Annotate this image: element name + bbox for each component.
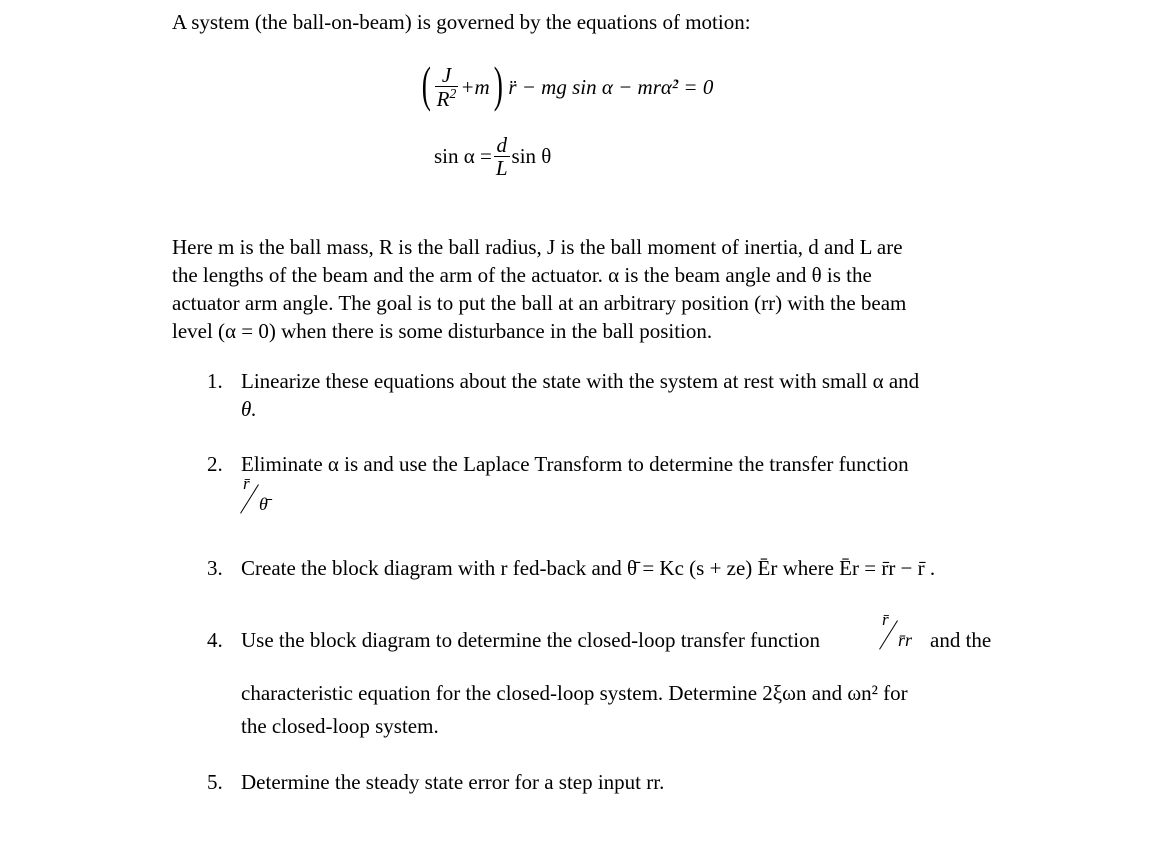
eq1-frac-num: J bbox=[441, 63, 452, 87]
eq2-frac-den: L bbox=[495, 156, 508, 181]
paragraph-line-4: level (α = 0) when there is some disturbance in the ball position. bbox=[172, 319, 713, 343]
right-paren: ) bbox=[493, 56, 503, 113]
eq1-plus-m: +m bbox=[460, 74, 490, 99]
equation-2 bbox=[434, 134, 551, 179]
item-2-tf-bottom: θ̄ bbox=[259, 494, 268, 514]
eq2-lhs: sin α = bbox=[434, 144, 492, 169]
item-4-line-2: characteristic equation for the closed-loop system. Determine 2ξωn and ωn² for bbox=[241, 681, 908, 705]
eq1-frac-den bbox=[435, 86, 459, 110]
item-2-transfer-function bbox=[241, 474, 277, 518]
paragraph-line-3: actuator arm angle. The goal is to put the ball at an arbitrary position (rr) with the beam bbox=[172, 291, 907, 315]
item-3-number: 3. bbox=[207, 556, 223, 580]
item-4-line-3: the closed-loop system. bbox=[241, 714, 439, 738]
item-2-number: 2. bbox=[207, 452, 223, 476]
eq1-rhs: r̈ − mg sin α − mrα̇² = 0 bbox=[508, 74, 714, 99]
eq1-fraction bbox=[435, 64, 459, 110]
item-5-number: 5. bbox=[207, 770, 223, 794]
paragraph-line-1: Here m is the ball mass, R is the ball radius, J is the ball moment of inertia, d and L are bbox=[172, 235, 903, 259]
item-4-number: 4. bbox=[207, 628, 223, 652]
item-1-line-1: Linearize these equations about the state with the system at rest with small α and bbox=[241, 369, 920, 393]
item-2-tf-top: r̄ bbox=[243, 474, 250, 493]
item-3-line-1: Create the block diagram with r fed-back and θ̄ = Kc (s + ze) Ēr where Ēr = r̄r − r̄ . bbox=[241, 556, 936, 580]
eq2-rhs: sin θ bbox=[511, 144, 552, 169]
item-5-line-1: Determine the steady state error for a step input rr. bbox=[241, 770, 665, 794]
eq2-frac-num: d bbox=[496, 133, 507, 157]
item-4-line-1b: and the bbox=[930, 628, 992, 652]
intro-text: A system (the ball-on-beam) is governed by the equations of motion: bbox=[172, 10, 751, 34]
item-2-line-1: Eliminate α is and use the Laplace Transform to determine the transfer function bbox=[241, 452, 909, 476]
item-4-slash-fraction bbox=[880, 610, 916, 654]
equation-1 bbox=[418, 56, 714, 113]
item-1-number: 1. bbox=[207, 369, 223, 393]
item-4-tf-top: r̄ bbox=[882, 610, 889, 629]
eq1-den-exp: 2 bbox=[449, 86, 457, 102]
item-4-line-1a: Use the block diagram to determine the closed-loop transfer function bbox=[241, 628, 821, 652]
left-paren: ( bbox=[421, 56, 431, 113]
item-4-transfer-function bbox=[880, 610, 916, 654]
eq2-fraction bbox=[494, 134, 510, 179]
item-1-line-2: θ. bbox=[241, 397, 257, 421]
item-2-slash-fraction bbox=[241, 474, 277, 518]
paragraph-line-2: the lengths of the beam and the arm of the actuator. α is the beam angle and θ is the bbox=[172, 263, 872, 287]
eq1-den-base: R bbox=[436, 87, 450, 112]
item-4-tf-bottom: r̄r bbox=[898, 630, 913, 650]
